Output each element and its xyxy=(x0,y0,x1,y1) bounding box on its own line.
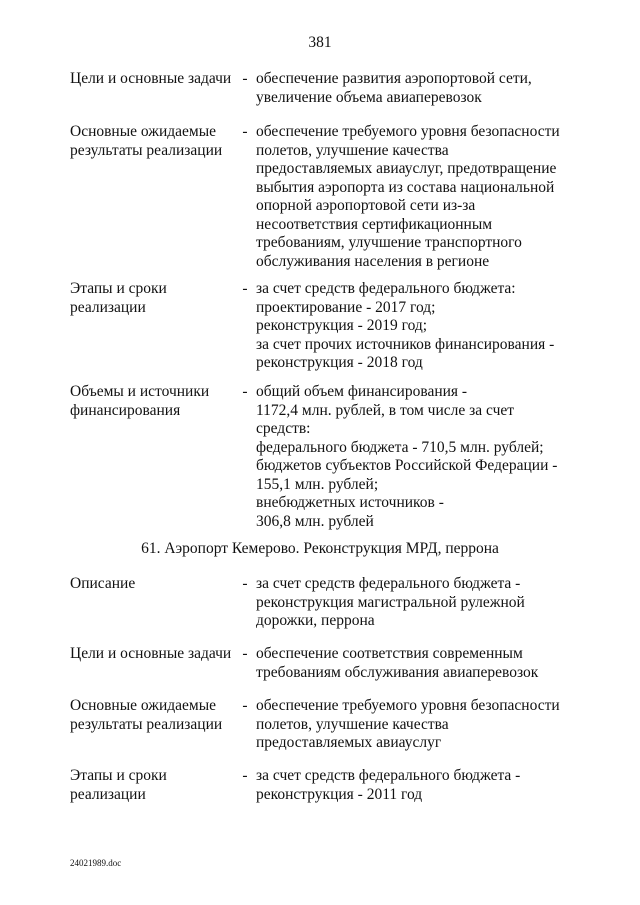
value-line: требованиям, улучшение транспортного xyxy=(256,234,522,251)
row-label: Основные ожидаемые результаты реализации xyxy=(70,123,223,159)
value-line: требованиям обслуживания авиаперевозок xyxy=(256,663,539,681)
value-line: полетов, улучшение качества xyxy=(256,141,449,159)
row-label: Этапы и сроки реализации xyxy=(70,767,167,803)
value-line: обеспечение требуемого уровня безопасности xyxy=(256,123,560,140)
row-dash: - xyxy=(242,70,248,87)
value-line: внебюджетных источников - xyxy=(256,494,444,511)
value-line: за счет прочих источников финансирования - xyxy=(256,335,555,353)
row-label: Описание xyxy=(70,575,136,592)
row-dash: - xyxy=(242,575,248,592)
value-line: обслуживания населения в регионе xyxy=(256,252,490,270)
row-value xyxy=(256,645,586,682)
value-line: реконструкция - 2019 год; xyxy=(256,317,428,334)
value-line: 1172,4 млн. рублей, в том числе за счет xyxy=(256,401,515,419)
row-label: Этапы и сроки реализации xyxy=(70,280,167,316)
page-number: 381 xyxy=(308,34,332,51)
value-line: выбытия аэропорта из состава национальной xyxy=(256,178,555,196)
value-line: 306,8 млн. рублей xyxy=(256,512,374,530)
value-line: обеспечение требуемого уровня безопасности xyxy=(256,697,560,714)
value-line: полетов, улучшение качества xyxy=(256,715,449,733)
value-line: 155,1 млн. рублей; xyxy=(256,475,379,493)
value-line: за счет средств федерального бюджета: xyxy=(256,280,516,297)
row-label: Цели и основные задачи xyxy=(70,70,232,87)
row-value xyxy=(256,697,586,753)
value-line: проектирование - 2017 год; xyxy=(256,298,436,316)
value-line: обеспечение соответствия современным xyxy=(256,645,523,662)
value-line: обеспечение развития аэропортовой сети, xyxy=(256,70,532,87)
row-label: Цели и основные задачи xyxy=(70,645,232,662)
row-dash: - xyxy=(242,697,248,714)
value-line: реконструкция - 2011 год xyxy=(256,785,423,803)
value-line: общий объем финансирования - xyxy=(256,383,468,400)
value-line: увеличение объема авиаперевозок xyxy=(256,88,482,106)
value-line: бюджетов субъектов Российской Федерации - xyxy=(256,457,558,474)
row-dash: - xyxy=(242,767,248,784)
value-line: за счет средств федерального бюджета - xyxy=(256,767,521,784)
value-line: федерального бюджета - 710,5 млн. рублей; xyxy=(256,438,544,456)
value-line: опорной аэропортовой сети из-за xyxy=(256,197,476,214)
value-line: несоответствия сертификационным xyxy=(256,215,493,233)
row-dash: - xyxy=(242,280,248,297)
row-value xyxy=(256,767,586,804)
value-line: средств: xyxy=(256,420,311,437)
value-line: за счет средств федерального бюджета - xyxy=(256,575,521,592)
row-value xyxy=(256,383,586,531)
value-line: предоставляемых авиауслуг xyxy=(256,734,442,751)
section-heading: 61. Аэропорт Кемерово. Реконструкция МРД, перрона xyxy=(141,540,499,557)
row-dash: - xyxy=(242,383,248,400)
row-value xyxy=(256,575,586,631)
row-dash: - xyxy=(242,645,248,662)
value-line: реконструкция магистральной рулежной xyxy=(256,593,525,611)
value-line: реконструкция - 2018 год xyxy=(256,354,423,371)
row-value xyxy=(256,280,586,373)
row-value xyxy=(256,70,586,107)
row-value xyxy=(256,123,586,271)
value-line: предоставляемых авиауслуг, предотвращение xyxy=(256,160,557,177)
row-label: Основные ожидаемые результаты реализации xyxy=(70,697,223,733)
footer-filename: 24021989.doc xyxy=(70,858,122,868)
value-line: дорожки, перрона xyxy=(256,612,375,629)
row-dash: - xyxy=(242,123,248,140)
row-label: Объемы и источники финансирования xyxy=(70,383,210,419)
